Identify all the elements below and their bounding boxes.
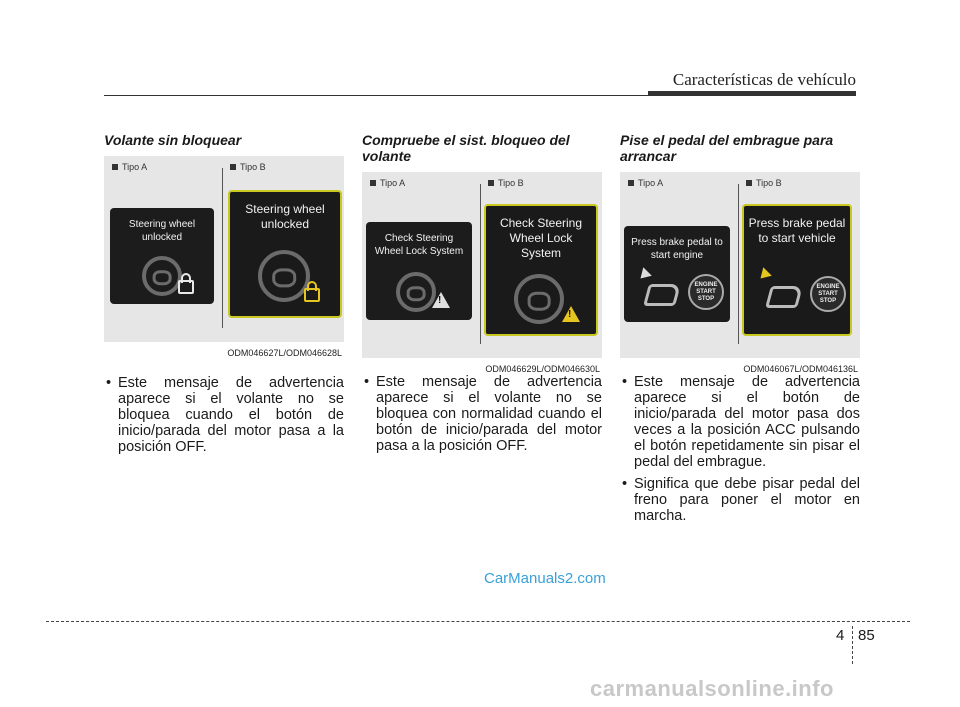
section-check-steering-lock bbox=[362, 132, 602, 164]
header-title: Características de vehículo bbox=[672, 70, 856, 89]
figure-press-pedal bbox=[620, 172, 860, 374]
figure-caption: ODM046067L/ODM046136L bbox=[743, 364, 858, 374]
tipo-b-label: Tipo B bbox=[746, 178, 782, 188]
steering-wheel-icon bbox=[142, 256, 182, 296]
steering-wheel-icon bbox=[514, 274, 564, 324]
figure-divider bbox=[480, 184, 481, 344]
display-message: Check Steering Wheel Lock System bbox=[499, 216, 583, 260]
display-type-a bbox=[366, 222, 472, 320]
engine-start-stop-icon: ENGINE START STOP bbox=[688, 274, 724, 310]
list-item: • Este mensaje de advertencia aparece si el volante no se bloquea con normalidad cuando el botón de inicio/parada del motor pasa a la posición OFF. bbox=[362, 374, 602, 454]
tipo-a-label: Tipo A bbox=[628, 178, 663, 188]
section-title: Pise el pedal del embrague para arrancar bbox=[620, 132, 834, 164]
figure-divider bbox=[738, 184, 739, 344]
display-message: Steering wheel unlocked bbox=[128, 219, 196, 243]
display-type-b bbox=[742, 204, 852, 336]
watermark-link[interactable]: CarManuals2.com bbox=[484, 570, 606, 587]
page-number: 85 bbox=[858, 627, 875, 644]
chapter-number: 4 bbox=[836, 627, 845, 644]
page-number-divider bbox=[852, 626, 853, 664]
figure-caption: ODM046629L/ODM046630L bbox=[485, 364, 600, 374]
display-message: Press brake pedal to start vehicle bbox=[748, 216, 846, 245]
display-message: Check Steering Wheel Lock System bbox=[374, 233, 464, 257]
steering-wheel-icon bbox=[396, 272, 436, 312]
footer-rule bbox=[46, 621, 910, 622]
figure-divider bbox=[222, 168, 223, 328]
figure-caption: ODM046627L/ODM046628L bbox=[227, 348, 342, 358]
header-rule-accent bbox=[648, 91, 856, 96]
display-message: Steering wheel unlocked bbox=[245, 202, 325, 231]
unlocked-padlock-icon bbox=[304, 288, 320, 302]
brake-pedal-icon bbox=[765, 286, 803, 308]
figure-steering-unlocked bbox=[104, 156, 344, 358]
warning-triangle-icon bbox=[562, 306, 580, 322]
engine-start-stop-icon: ENGINE START STOP bbox=[810, 276, 846, 312]
bullet-list bbox=[362, 374, 602, 460]
display-type-b bbox=[228, 190, 342, 318]
steering-wheel-icon bbox=[258, 250, 310, 302]
bullet-list bbox=[620, 374, 860, 530]
figure-check-steering-lock bbox=[362, 172, 602, 374]
tipo-a-label: Tipo A bbox=[112, 162, 147, 172]
section-title: Compruebe el sist. bloqueo del volante bbox=[362, 132, 570, 164]
arrow-icon bbox=[636, 267, 652, 283]
display-type-a bbox=[624, 226, 730, 322]
list-item: • Este mensaje de advertencia aparece si el volante no se bloquea cuando el botón de inicio/parada del motor pasa a la posición OFF. bbox=[104, 375, 344, 455]
site-watermark: carmanualsonline.info bbox=[590, 676, 834, 701]
brake-pedal-icon bbox=[643, 284, 681, 306]
arrow-icon bbox=[756, 267, 772, 283]
section-title: Volante sin bloquear bbox=[104, 132, 242, 148]
list-item: • Este mensaje de advertencia aparece si el botón de inicio/parada del motor pasa dos veces a la posición ACC pulsando el botón repetidamente sin pisar el pedal del embrague. bbox=[620, 374, 860, 470]
tipo-a-label: Tipo A bbox=[370, 178, 405, 188]
section-press-pedal bbox=[620, 132, 860, 164]
display-message: Press brake pedal to start engine bbox=[631, 237, 723, 261]
bullet-list bbox=[104, 375, 344, 461]
tipo-b-label: Tipo B bbox=[488, 178, 524, 188]
display-type-a bbox=[110, 208, 214, 304]
warning-triangle-icon bbox=[432, 292, 450, 308]
display-type-b bbox=[484, 204, 598, 336]
tipo-b-label: Tipo B bbox=[230, 162, 266, 172]
list-item: • Significa que debe pisar pedal del freno para poner el motor en marcha. bbox=[620, 476, 860, 524]
unlocked-padlock-icon bbox=[178, 280, 194, 294]
